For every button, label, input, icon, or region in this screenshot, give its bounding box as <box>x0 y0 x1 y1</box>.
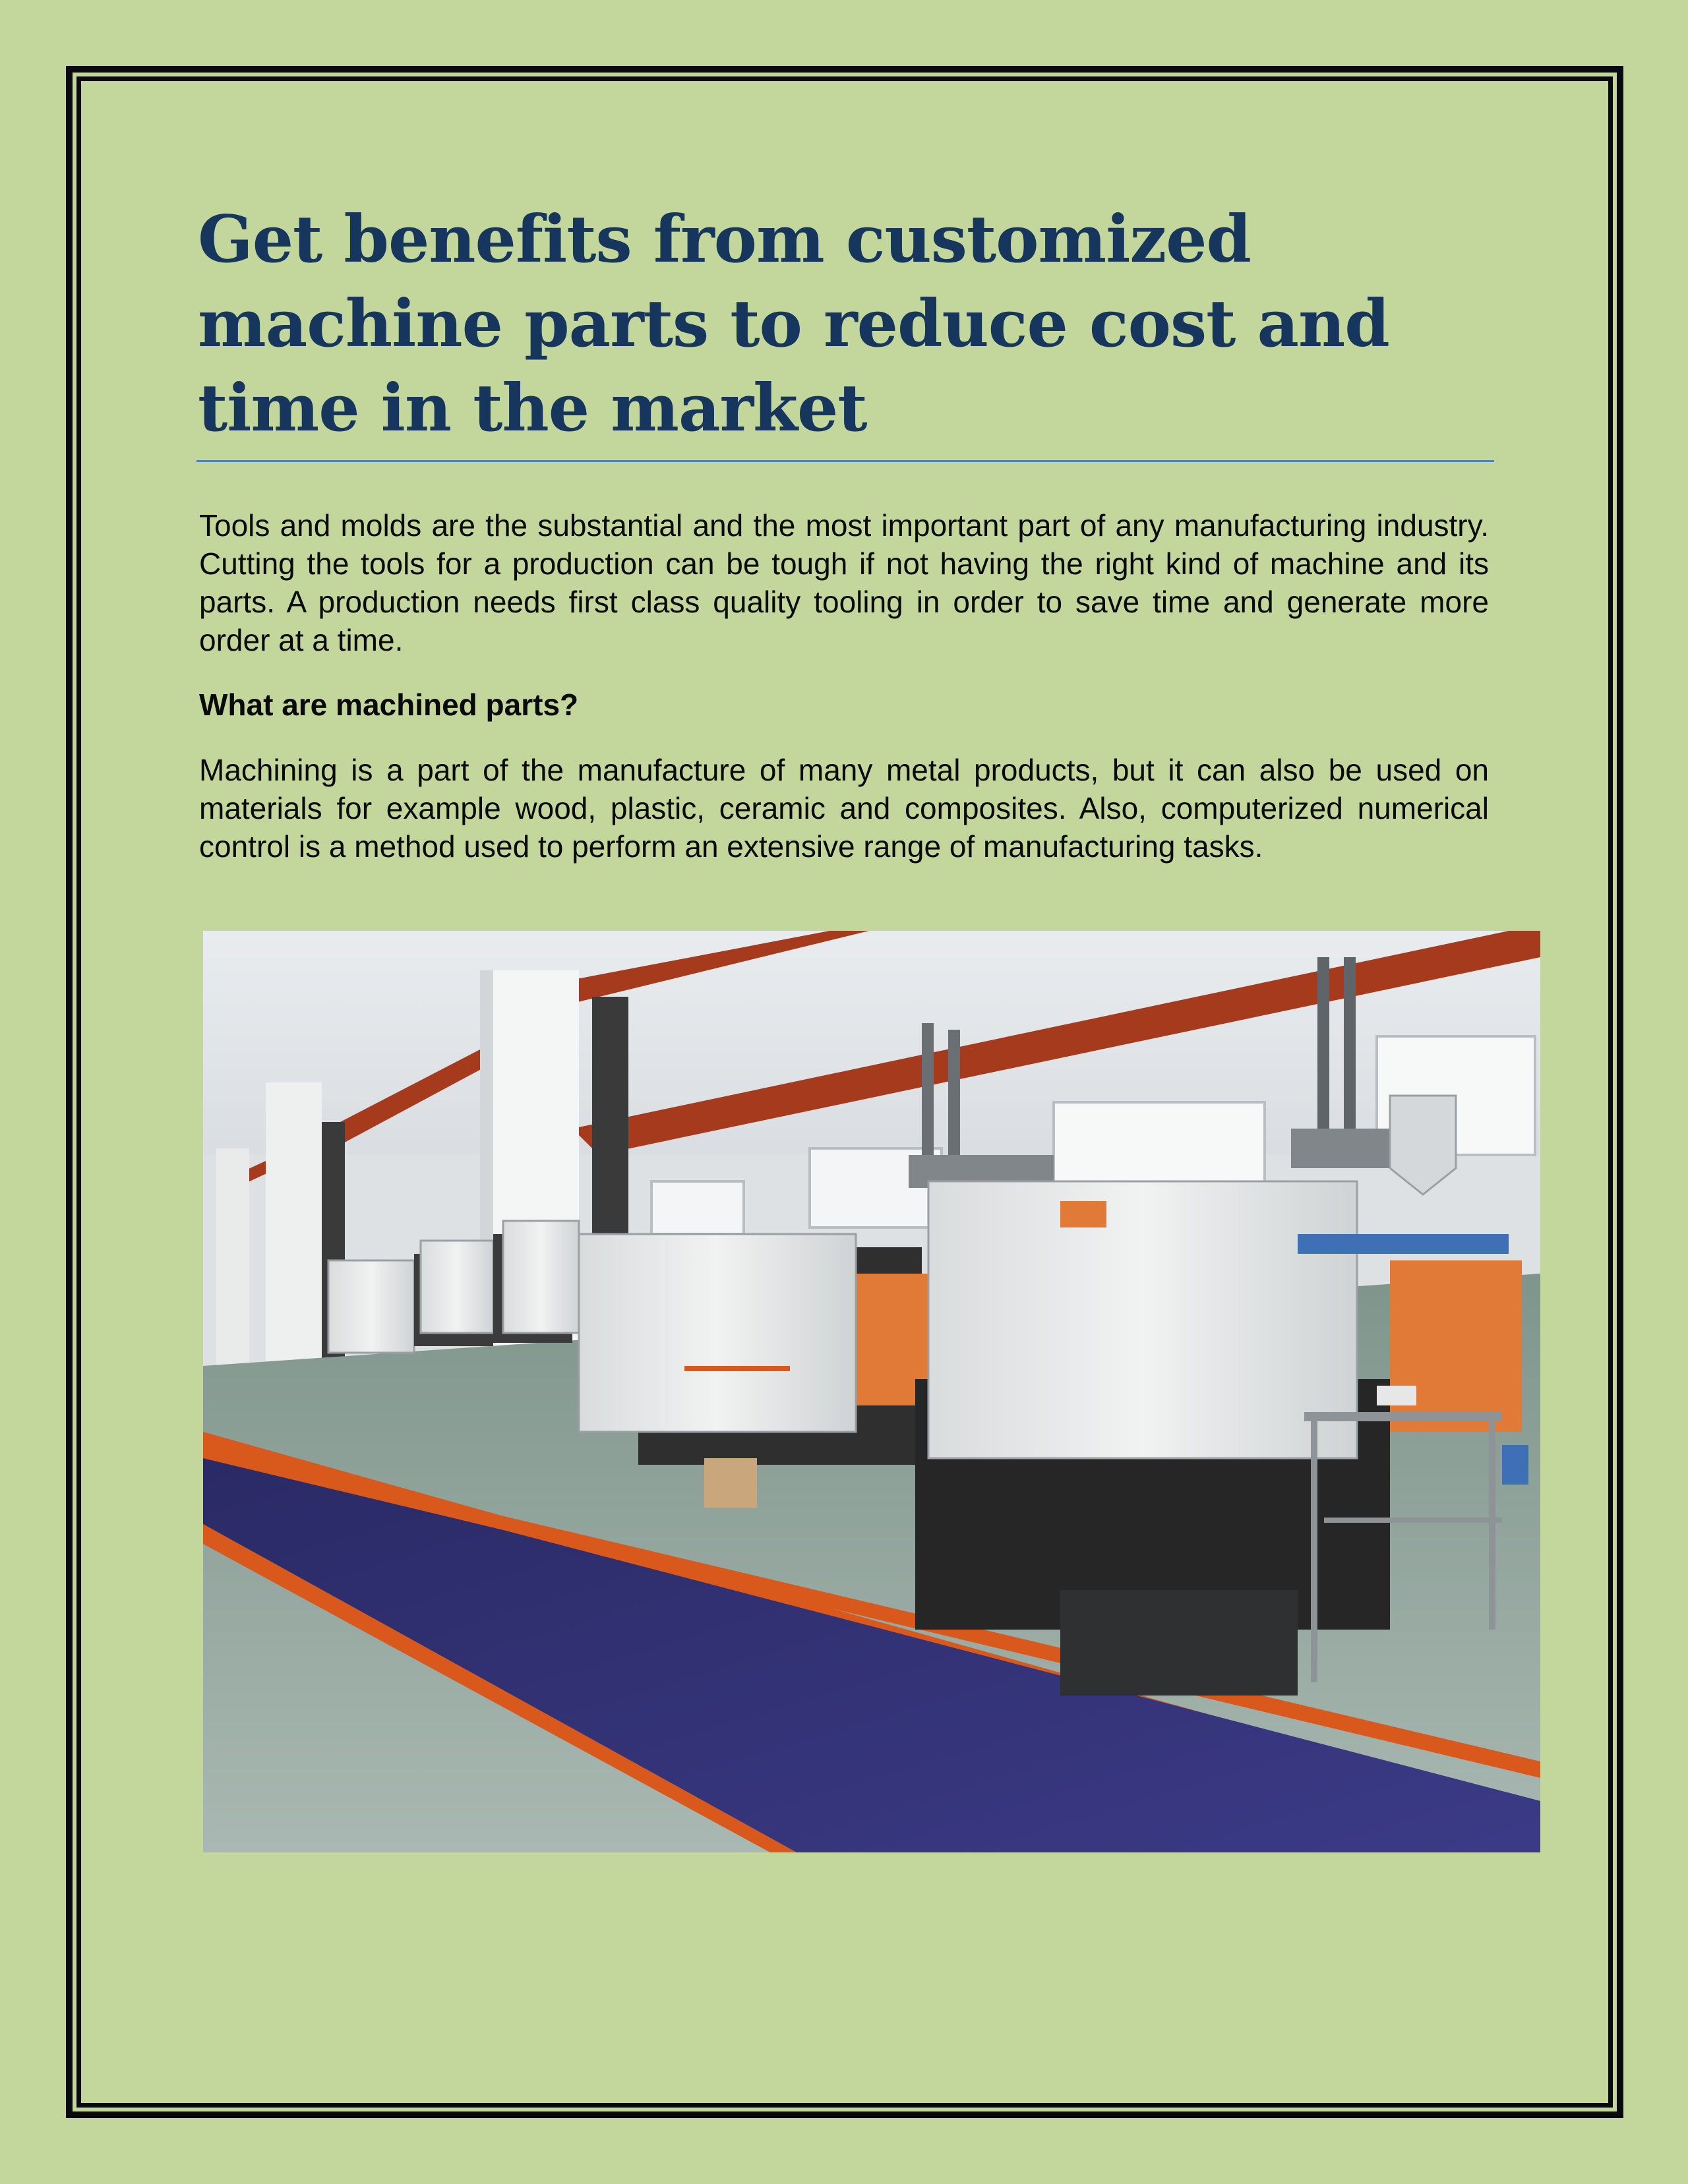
factory-photo <box>203 931 1540 1852</box>
section-paragraph: Machining is a part of the manufacture of many metal products, but it can also be used on materials for example wood, plastic, ceramic and composites. Also, computerized numerical control is a method used to perform an extensive range of manufacturing tasks. <box>199 753 1489 864</box>
section-heading: What are machined parts? <box>199 688 579 722</box>
document-title: Get benefits from customized machine parts to reduce cost and time in the market <box>198 202 1389 446</box>
intro-paragraph: Tools and molds are the substantial and the most important part of any manufacturing industry. Cutting the tools for a production can be tough if not having the right kind of machine and its parts. A production needs first class quality tooling in order to save time and generate more order at a time. <box>199 508 1489 657</box>
title-underline <box>196 460 1494 462</box>
